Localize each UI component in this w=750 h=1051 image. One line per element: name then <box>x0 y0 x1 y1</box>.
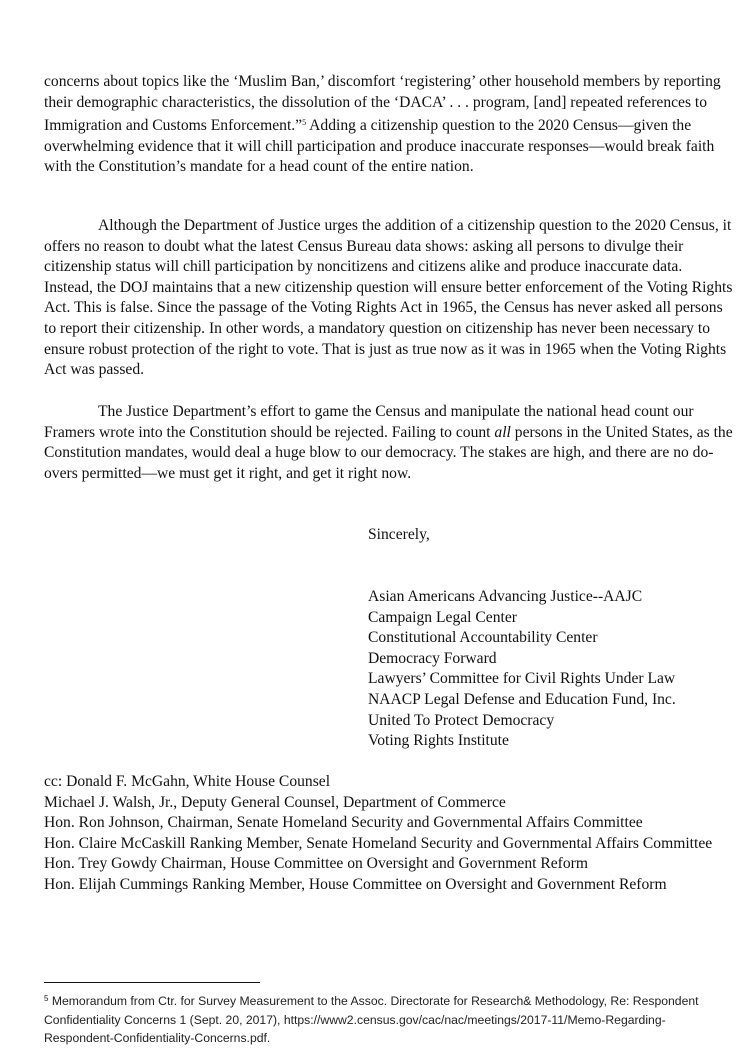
signatory: NAACP Legal Defense and Education Fund, Inc. <box>368 690 676 708</box>
signatory-list <box>368 587 676 752</box>
footnote-text: Memorandum from Ctr. for Survey Measurement to the Assoc. Directorate for Research& Methodology, Re: Respondent Confidentiality Concerns 1 (Sept. 20, 2017), https://www2.census.gov/cac/nac/meetings/2017-11/Memo-Regarding-Respondent-Confidentiality-Concerns.pdf. <box>44 994 699 1045</box>
cc-recipient: Hon. Ron Johnson, Chairman, Senate Homeland Security and Governmental Affairs Committee <box>44 814 643 832</box>
signatory: Campaign Legal Center <box>368 608 517 626</box>
emphasis-text: all <box>494 423 511 441</box>
signatory: Lawyers’ Committee for Civil Rights Under Law <box>368 670 676 688</box>
signatory: Constitutional Accountability Center <box>368 629 598 647</box>
signatory: Democracy Forward <box>368 649 497 667</box>
closing-salutation: Sincerely, <box>368 526 430 543</box>
cc-list <box>44 772 744 896</box>
paragraph-citizenship-concerns <box>44 72 734 178</box>
paragraph-doj-argument <box>44 216 734 381</box>
paragraph-text: Adding a citizenship question to the 2020 Census—given the overwhelming evidence that it will chill participation and produce inaccurate responses—would break faith with the Constitution’s mandate for a head count of the entire nation. <box>44 117 715 176</box>
signatory: Voting Rights Institute <box>368 732 509 750</box>
footnote <box>44 990 734 1048</box>
paragraph-text: Although the Department of Justice urges the addition of a citizenship question to the 2020 Census, it offers no reason to doubt what the latest Census Bureau data shows: asking all persons to divulge their citizenship status will chill participation by noncitizens and citizens alike and produce inaccurate data. Instead, the DOJ maintains that a new citizenship question will ensure better enforcement of the Voting Rights Act. This is false. Since the passage of the Voting Rights Act in 1965, the Census has never asked all persons to report their citizenship. In other words, a mandatory question on citizenship has never been necessary to ensure robust protection of the right to vote. That is just as true now as it was in 1965 when the Voting Rights Act was passed. <box>44 217 733 379</box>
footnote-number: 5 <box>44 994 49 1003</box>
cc-recipient: Hon. Claire McCaskill Ranking Member, Senate Homeland Security and Governmental Affairs Committee <box>44 834 713 852</box>
signatory: Asian Americans Advancing Justice--AAJC <box>368 588 643 605</box>
footnote-reference: 5 <box>302 118 307 128</box>
signatory: United To Protect Democracy <box>368 711 555 729</box>
cc-recipient: Hon. Elijah Cummings Ranking Member, House Committee on Oversight and Government Reform <box>44 875 667 893</box>
cc-recipient: Hon. Trey Gowdy Chairman, House Committee on Oversight and Government Reform <box>44 855 588 873</box>
paragraph-text: The Justice Department’s effort to game the Census and manipulate the national head count our Framers wrote into the Constitution should be rejected. Failing to count <box>44 403 694 441</box>
paragraph-text: concerns about topics like the ‘Muslim Ban,’ discomfort ‘registering’ other household members by reporting their demographic characteristics, the dissolution of the ‘DACA’ . . . program, [and] repeated references to Immigration and Customs Enforcement.” <box>44 73 721 135</box>
footnote-divider <box>44 982 260 983</box>
cc-recipient: cc: Donald F. McGahn, White House Counsel <box>44 773 331 790</box>
cc-recipient: Michael J. Walsh, Jr., Deputy General Counsel, Department of Commerce <box>44 793 506 811</box>
paragraph-text: persons in the United States, as the Constitution mandates, would deal a huge blow to our democracy. The stakes are high, and there are no do-overs permitted—we must get it right, and get it right now. <box>44 423 733 482</box>
paragraph-conclusion <box>44 402 734 484</box>
